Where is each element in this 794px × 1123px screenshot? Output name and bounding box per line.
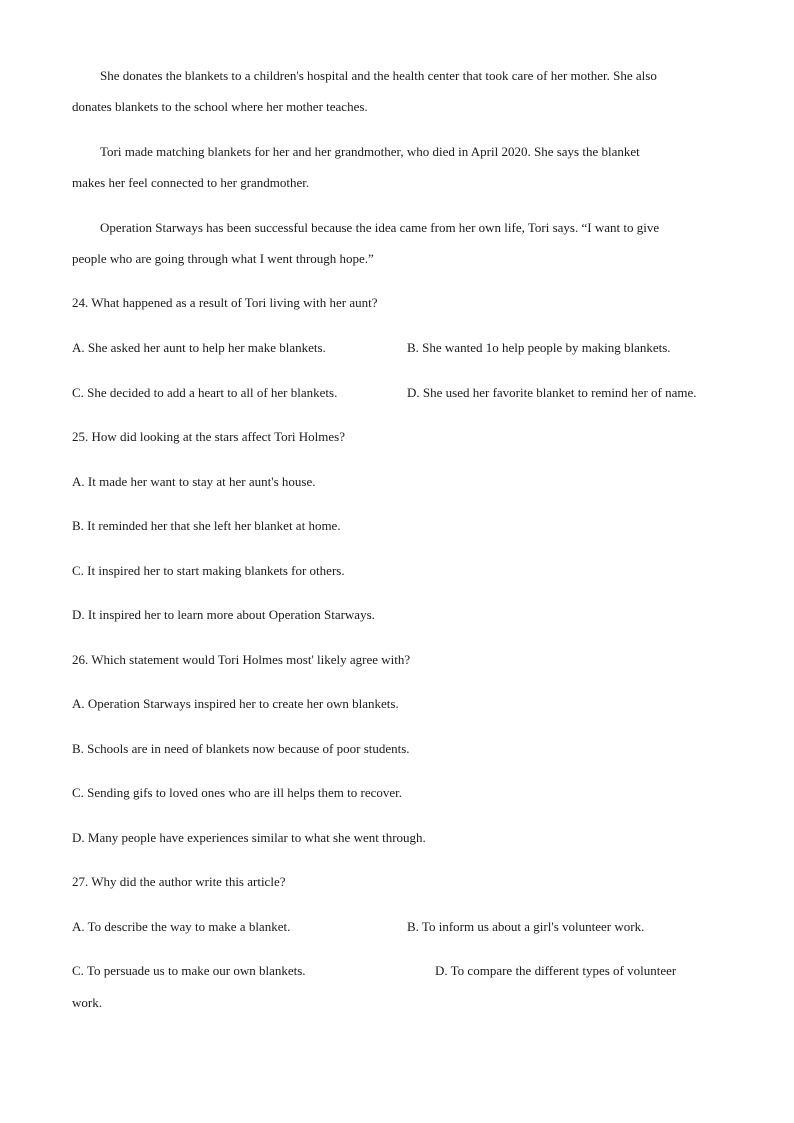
question-24-option-a: A. She asked her aunt to help her make blankets. <box>72 340 326 355</box>
question-27-stem: 27. Why did the author write this article? <box>72 874 286 889</box>
question-27-option-d-continuation: work. <box>72 995 102 1010</box>
question-24-option-b: B. She wanted 1o help people by making blankets. <box>407 340 671 355</box>
question-27-option-d: D. To compare the different types of volunteer <box>435 963 677 978</box>
question-26-option-b: B. Schools are in need of blankets now because of poor students. <box>72 741 410 756</box>
question-26-option-c: C. Sending gifs to loved ones who are ill helps them to recover. <box>72 785 402 800</box>
question-27-option-a: A. To describe the way to make a blanket. <box>72 919 291 934</box>
question-25-option-c: C. It inspired her to start making blankets for others. <box>72 563 345 578</box>
question-24-option-c: C. She decided to add a heart to all of her blankets. <box>72 385 338 400</box>
passage-paragraph-2-line-2: makes her feel connected to her grandmother. <box>72 175 310 190</box>
question-26-stem: 26. Which statement would Tori Holmes most' likely agree with? <box>72 652 411 667</box>
question-26-option-a: A. Operation Starways inspired her to create her own blankets. <box>72 696 399 711</box>
passage-paragraph-1-line-2: donates blankets to the school where her mother teaches. <box>72 99 368 114</box>
question-25-option-d: D. It inspired her to learn more about Operation Starways. <box>72 607 375 622</box>
question-24-option-d: D. She used her favorite blanket to remind her of name. <box>407 385 697 400</box>
passage-paragraph-1-line-1: She donates the blankets to a children's hospital and the health center that took care of her mother. She also <box>100 68 657 83</box>
question-26-option-d: D. Many people have experiences similar to what she went through. <box>72 830 426 845</box>
question-25-option-a: A. It made her want to stay at her aunt's house. <box>72 474 316 489</box>
passage-paragraph-2-line-1: Tori made matching blankets for her and her grandmother, who died in April 2020. She says the blanket <box>100 144 640 159</box>
question-24-stem: 24. What happened as a result of Tori living with her aunt? <box>72 295 378 310</box>
passage-paragraph-3-line-2: people who are going through what I went through hope.” <box>72 251 374 266</box>
question-27-option-c: C. To persuade us to make our own blankets. <box>72 963 306 978</box>
question-25-option-b: B. It reminded her that she left her blanket at home. <box>72 518 341 533</box>
passage-paragraph-3-line-1: Operation Starways has been successful because the idea came from her own life, Tori says. “I want to give <box>100 220 660 235</box>
question-25-stem: 25. How did looking at the stars affect Tori Holmes? <box>72 429 345 444</box>
question-27-option-b: B. To inform us about a girl's volunteer work. <box>407 919 645 934</box>
